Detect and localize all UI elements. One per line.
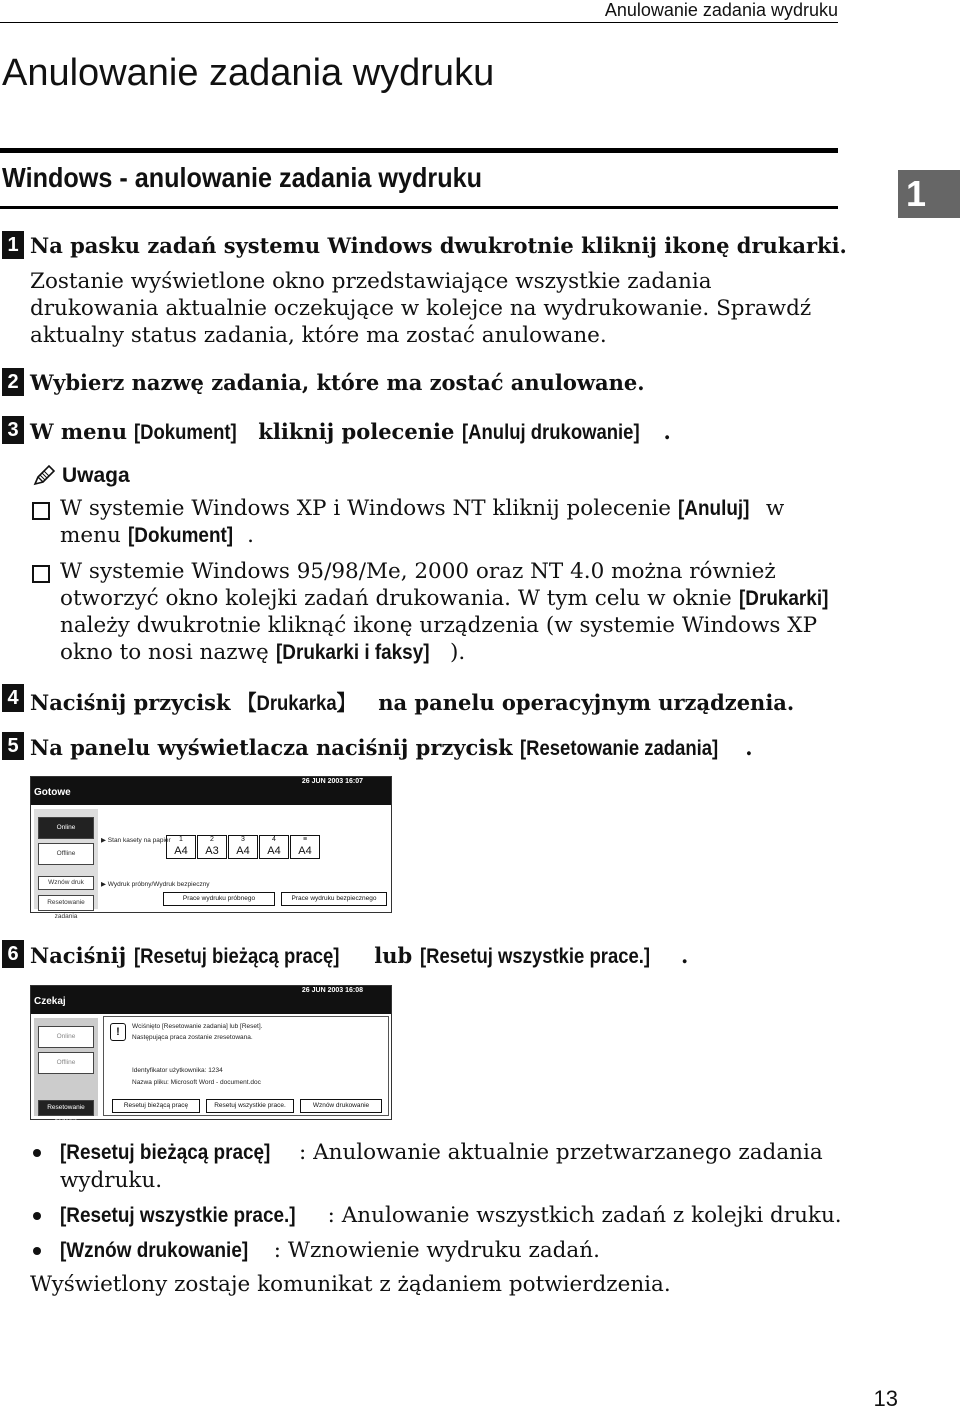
offline-button[interactable] xyxy=(38,1052,94,1074)
bullet-icon xyxy=(33,1247,41,1255)
tray-size: A4 xyxy=(174,845,188,857)
reset-current-label: Resetuj bieżącą pracę xyxy=(123,1102,189,1109)
ref-drukarki-i-faksy: [Drukarki i faksy] xyxy=(275,640,430,664)
job-reset-label: Resetowanie zadania xyxy=(47,1104,85,1125)
step-4-post: na panelu operacyjnym urządzenia. xyxy=(370,690,795,715)
reset-all-label: Resetuj wszystkie prace. xyxy=(214,1102,286,1109)
step-6-text xyxy=(30,943,688,969)
step-1-body: Zostanie wyświetlone okno przedstawiające wszystkie zadania drukowania aktualnie oczekujące w kolejce na wydrukowanie. Sprawdź aktualny status zadania, które ma zostać anulowane. xyxy=(30,269,812,348)
step-1-number: 1 xyxy=(2,231,24,259)
step-2-number: 2 xyxy=(2,368,24,396)
ref-drukarki: [Drukarki] xyxy=(738,586,828,610)
dialog-message-2: Następująca praca zostanie zresetowana. xyxy=(132,1034,253,1041)
panel-status: Czekaj xyxy=(34,996,66,1007)
panel-left-column xyxy=(34,809,98,920)
note-heading xyxy=(32,464,130,488)
section-rule-top xyxy=(0,148,838,153)
bullet-icon xyxy=(33,1149,41,1157)
ref-resetuj-biezaca-2: [Resetuj bieżącą pracę] xyxy=(60,1140,271,1164)
ref-anuluj: [Anuluj] xyxy=(677,496,750,520)
ref-anuluj-drukowanie: [Anuluj drukowanie] xyxy=(461,421,640,444)
resume-print-button[interactable] xyxy=(38,876,94,890)
step-3-text xyxy=(30,419,671,445)
secure-print-button-label: Prace wydruku bezpiecznego xyxy=(291,895,377,902)
offline-button[interactable] xyxy=(38,843,94,865)
ref-drukarka-key: 【Drukarka】 xyxy=(237,692,355,715)
step-5-number: 5 xyxy=(2,732,24,760)
step-4-text xyxy=(30,687,794,717)
section-title: Windows - anulowanie zadania wydruku xyxy=(2,162,483,193)
note-2-mid: należy dwukrotnie kliknąć ikonę urządzenia (w systemie Windows XP okno to nosi nazwę xyxy=(60,613,818,665)
resume-print-label: Wznów druk xyxy=(48,879,84,886)
chapter-tab: 1 xyxy=(898,170,960,218)
running-head: Anulowanie zadania wydruku xyxy=(604,0,838,20)
tray-size: A3 xyxy=(205,845,219,857)
reset-all-jobs-button[interactable] xyxy=(206,1099,294,1113)
note-1-pre: W systemie Windows XP i Windows NT kliknij polecenie xyxy=(60,496,678,521)
resume-printing-label: Wznów drukowanie xyxy=(312,1102,370,1109)
tray-number: 2 xyxy=(210,836,214,843)
step-6-post: . xyxy=(681,943,689,968)
note-label: Uwaga xyxy=(62,464,130,487)
step-3-pre: W menu xyxy=(30,419,135,444)
step-1-text: Na pasku zadań systemu Windows dwukrotnie kliknij ikonę drukarki. xyxy=(30,233,847,258)
file-name-line: Nazwa pliku: Microsoft Word - document.doc xyxy=(132,1079,261,1086)
tray-3 xyxy=(228,835,258,859)
note-2-post: ). xyxy=(449,640,466,665)
secure-print-button[interactable] xyxy=(281,892,387,906)
reset-dialog xyxy=(103,1016,389,1116)
step-6-mid: lub xyxy=(366,943,420,968)
bullet-item-1 xyxy=(60,1138,850,1195)
online-button[interactable] xyxy=(38,817,94,839)
note-1-mid: w menu xyxy=(60,496,785,548)
job-reset-label: Resetowanie zadania xyxy=(47,899,85,920)
ref-resetowanie-zadania: [Resetowanie zadania] xyxy=(519,737,719,760)
resume-printing-button[interactable] xyxy=(300,1099,382,1113)
paper-tray-label: ▶ Stan kasety na papier xyxy=(101,837,171,844)
note-1-post: . xyxy=(247,523,254,548)
closing-paragraph: Wyświetlony zostaje komunikat z żądaniem potwierdzenia. xyxy=(30,1272,671,1297)
ref-dokument-2: [Dokument] xyxy=(127,523,233,547)
offline-label: Offline xyxy=(56,1059,76,1066)
ref-resetuj-wszystkie: [Resetuj wszystkie prace.] xyxy=(419,945,650,968)
note-item-1 xyxy=(60,495,850,549)
step-3-mid: kliknij polecenie xyxy=(251,419,462,444)
sample-print-button[interactable] xyxy=(163,892,275,906)
tray-4 xyxy=(259,835,289,859)
panel-datetime: 26 JUN 2003 16:08 xyxy=(301,987,363,994)
header-rule xyxy=(0,22,838,23)
tray-bypass xyxy=(290,835,320,859)
step-5-text xyxy=(30,735,753,761)
note-item-2 xyxy=(60,558,850,666)
panel-screen-ready xyxy=(30,776,392,920)
sample-print-button-label: Prace wydruku próbnego xyxy=(182,895,256,902)
tray-number: ≡ xyxy=(302,836,308,843)
checkbox-icon xyxy=(32,565,50,583)
user-id-line: Identyfikator użytkownika: 1234 xyxy=(132,1067,223,1074)
panel-title-bar xyxy=(31,986,391,1014)
page-number: 13 xyxy=(873,1386,898,1411)
tray-size: A4 xyxy=(298,845,312,857)
panel-title-bar xyxy=(31,777,391,805)
online-button[interactable] xyxy=(38,1026,94,1048)
online-label: Online xyxy=(56,824,76,831)
page-title: Anulowanie zadania wydruku xyxy=(2,52,495,94)
tray-number: 1 xyxy=(179,836,183,843)
ref-resetuj-wszystkie-2: [Resetuj wszystkie prace.] xyxy=(60,1203,296,1227)
ref-resetuj-biezaca: [Resetuj bieżącą pracę] xyxy=(133,945,339,968)
checkbox-icon xyxy=(32,502,50,520)
panel-status: Gotowe xyxy=(34,787,71,798)
dialog-message-1: Wciśnięto [Resetowanie zadania] lub [Reset]. xyxy=(132,1023,263,1030)
sample-print-label: ▶ Wydruk próbny/Wydruk bezpieczny xyxy=(101,881,210,888)
step-5-pre: Na panelu wyświetlacza naciśnij przycisk xyxy=(30,735,520,760)
pencil-icon xyxy=(32,465,56,487)
tray-2 xyxy=(197,835,227,859)
job-reset-button[interactable] xyxy=(38,1100,94,1125)
step-4-pre: Naciśnij przycisk xyxy=(30,690,238,715)
step-5-post: . xyxy=(745,735,753,760)
job-reset-button[interactable] xyxy=(38,895,94,920)
step-4-number: 4 xyxy=(2,684,24,712)
tray-size: A4 xyxy=(267,845,281,857)
warning-icon: ! xyxy=(110,1023,126,1041)
bullet-1-text: : Anulowanie aktualnie przetwarzanego zadania wydruku. xyxy=(60,1140,823,1193)
panel-screen-wait xyxy=(30,985,392,1125)
section-rule-bottom xyxy=(0,206,838,209)
tray-size: A4 xyxy=(236,845,250,857)
step-6-pre: Naciśnij xyxy=(30,943,134,968)
panel-left-column xyxy=(34,1018,98,1125)
tray-1 xyxy=(166,835,196,859)
tray-number: 4 xyxy=(272,836,276,843)
ref-wznow-drukowanie: [Wznów drukowanie] xyxy=(60,1238,249,1262)
step-3-number: 3 xyxy=(2,416,24,444)
bullet-icon xyxy=(33,1212,41,1220)
bullet-item-3 xyxy=(60,1236,850,1265)
panel-datetime: 26 JUN 2003 16:07 xyxy=(301,778,363,785)
step-3-post: . xyxy=(663,419,671,444)
bullet-2-text: : Anulowanie wszystkich zadań z kolejki druku. xyxy=(327,1203,842,1228)
online-label: Online xyxy=(56,1033,76,1040)
tray-number: 3 xyxy=(241,836,245,843)
note-2-pre: W systemie Windows 95/98/Me, 2000 oraz NT 4.0 można również otworzyć okno kolejki zadań drukowania. W tym celu w oknie xyxy=(60,559,776,611)
bullet-3-text: : Wznowienie wydruku zadań. xyxy=(273,1238,600,1263)
step-6-number: 6 xyxy=(2,940,24,968)
ref-dokument: [Dokument] xyxy=(134,421,237,444)
step-2-text: Wybierz nazwę zadania, które ma zostać anulowane. xyxy=(30,370,645,395)
offline-label: Offline xyxy=(56,850,76,857)
bullet-item-2 xyxy=(60,1201,850,1230)
reset-current-job-button[interactable] xyxy=(112,1099,200,1113)
